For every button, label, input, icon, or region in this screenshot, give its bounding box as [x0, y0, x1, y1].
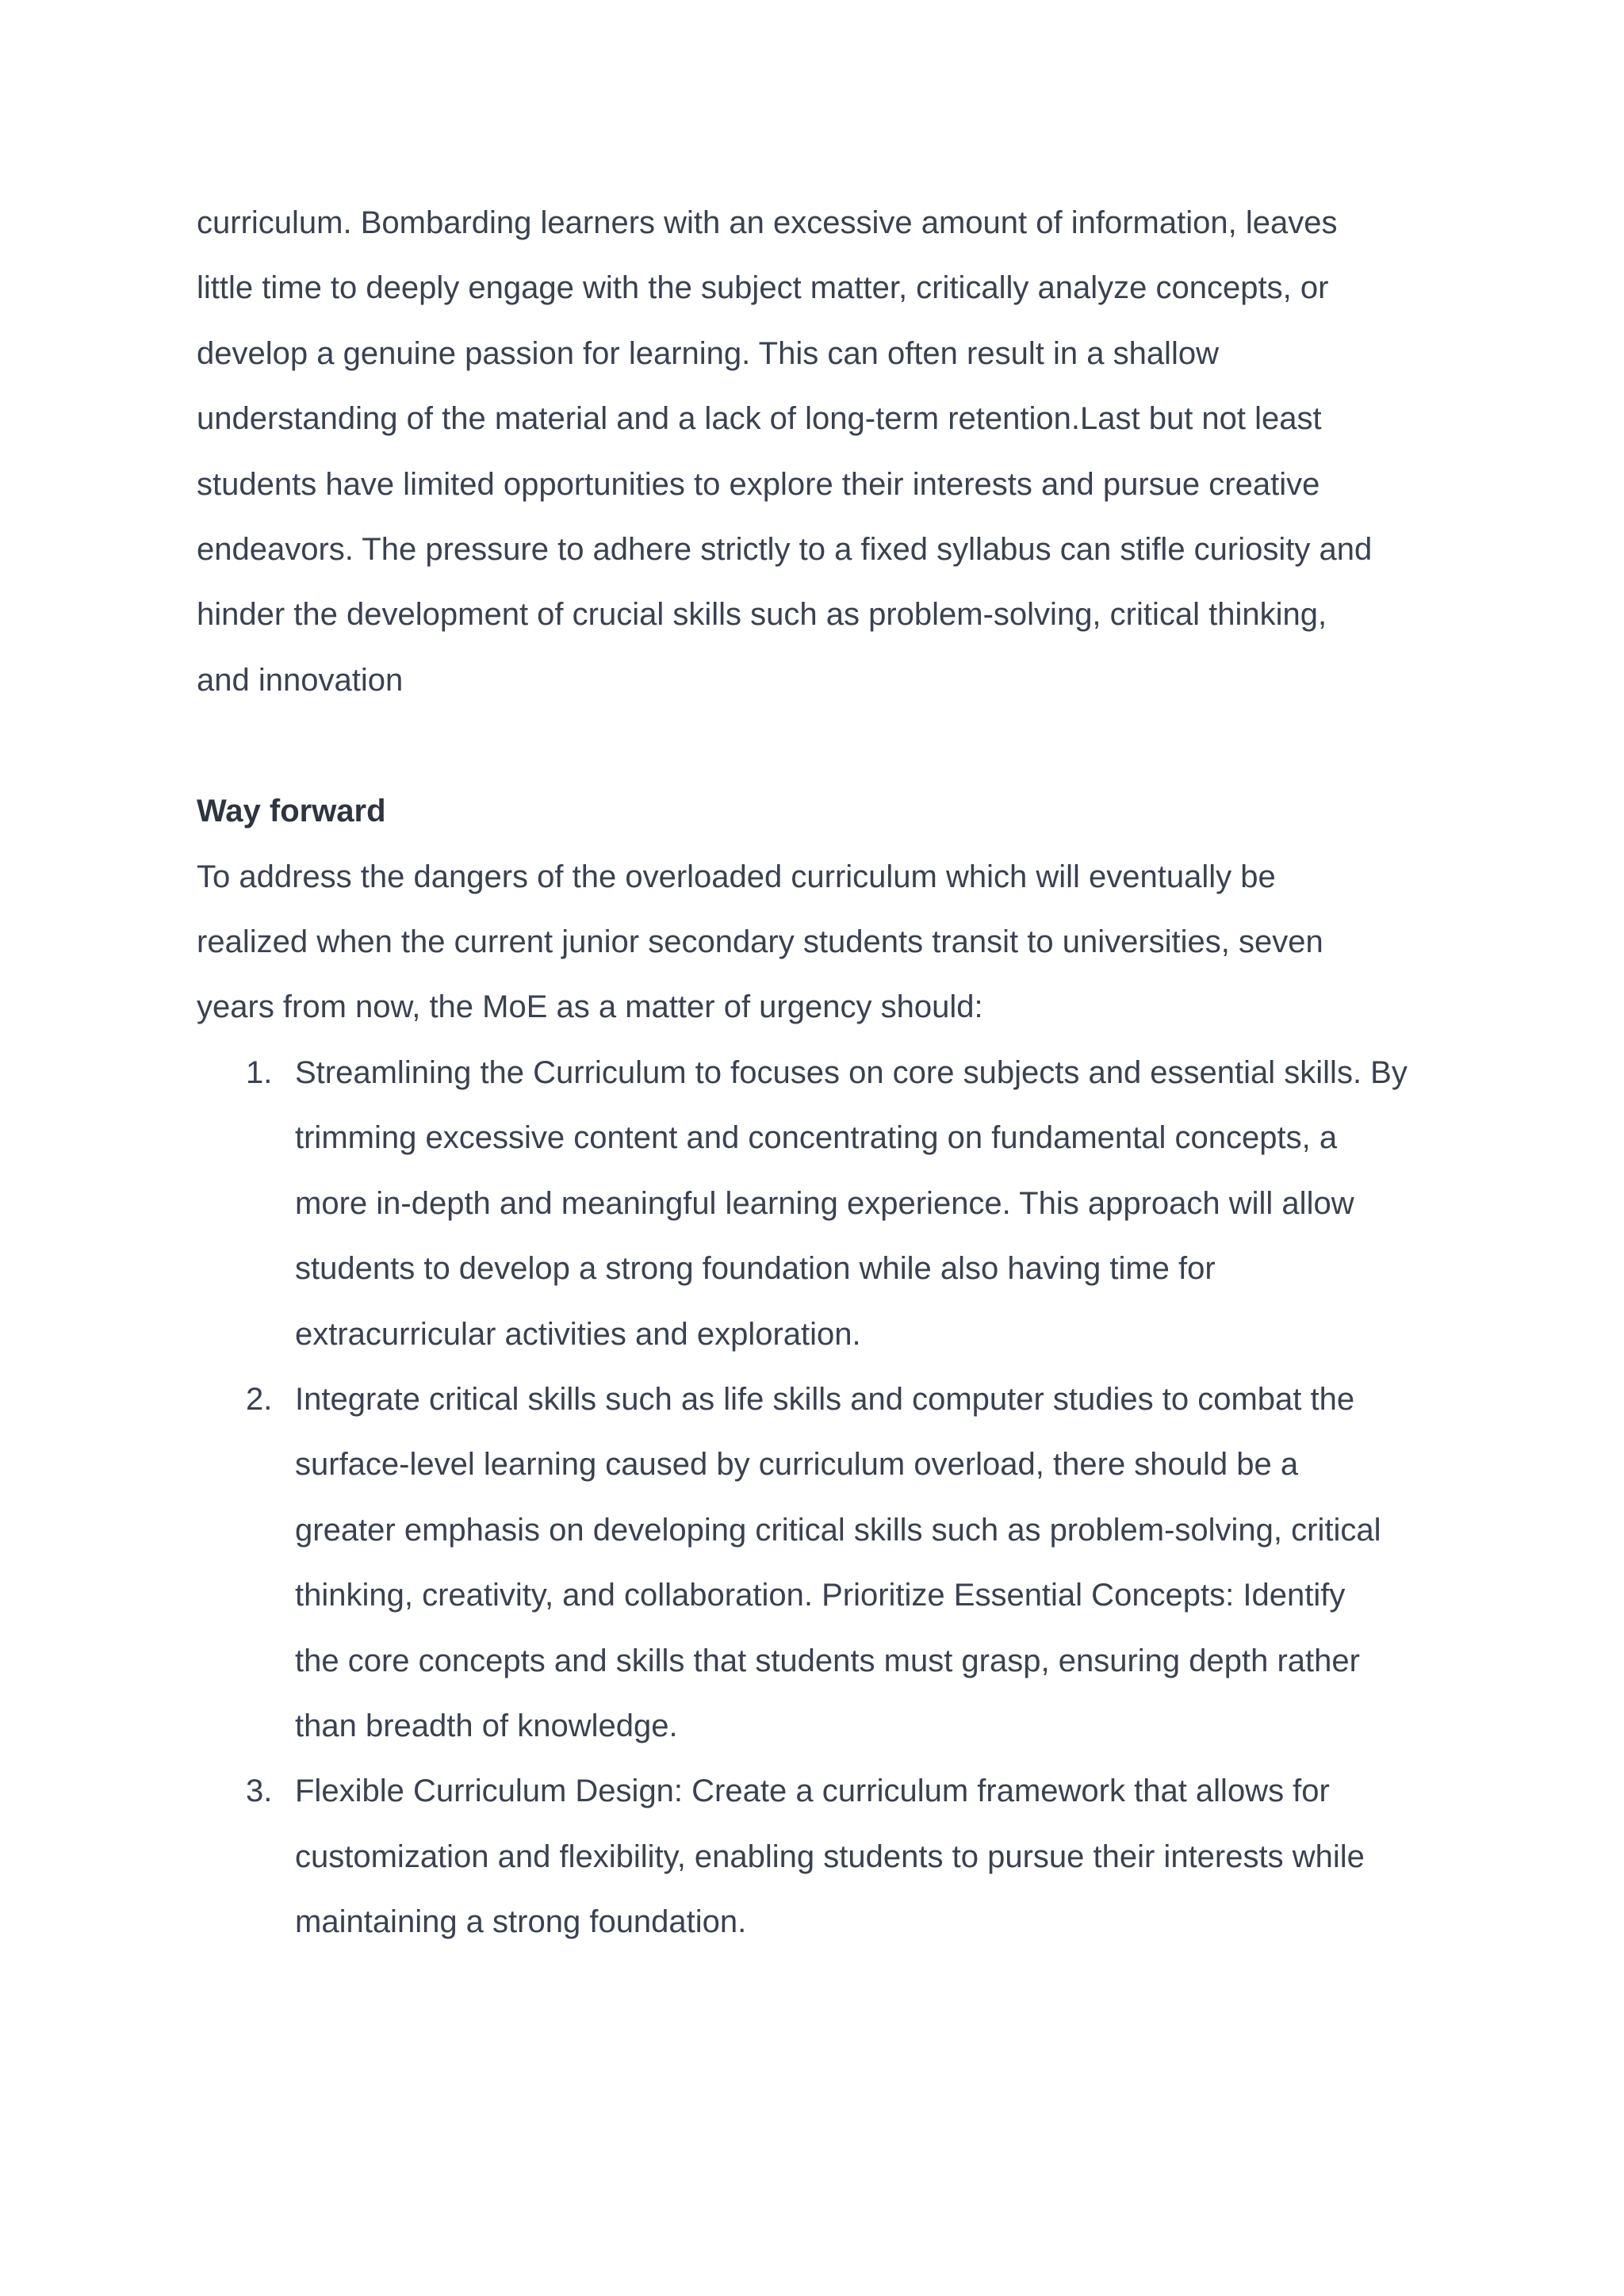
text-line: Streamlining the Curriculum to focuses on core subjects and essential skills. By — [295, 1054, 1408, 1090]
text-line: trimming excessive content and concentrating on fundamental concepts, a — [295, 1120, 1338, 1156]
text-line: curriculum. Bombarding learners with an excessive amount of information, leaves — [197, 205, 1338, 240]
text-line: than breadth of knowledge. — [295, 1708, 678, 1743]
section-heading: Way forward — [197, 794, 386, 829]
text-line: maintaining a strong foundation. — [295, 1904, 747, 1940]
text-line: more in-depth and meaningful learning experience. This approach will allow — [295, 1185, 1354, 1221]
text-line: Integrate critical skills such as life skills and computer studies to combat the — [295, 1381, 1355, 1417]
intro-paragraph — [197, 190, 1434, 713]
text-line: students to develop a strong foundation while also having time for — [295, 1251, 1216, 1287]
list-number: 1. — [246, 1054, 273, 1090]
text-line: years from now, the MoE as a matter of urgency should: — [197, 989, 983, 1025]
text-line: and innovation — [197, 662, 404, 698]
text-line: To address the dangers of the overloaded curriculum which will eventually be — [197, 859, 1276, 894]
text-line: extracurricular activities and exploration. — [295, 1316, 861, 1352]
text-line: hinder the development of crucial skills such as problem-solving, critical thinking, — [197, 597, 1327, 633]
text-line: thinking, creativity, and collaboration. Prioritize Essential Concepts: Identify — [295, 1578, 1346, 1613]
text-line: surface-level learning caused by curriculum overload, there should be a — [295, 1447, 1299, 1483]
text-line: students have limited opportunities to explore their interests and pursue creative — [197, 466, 1320, 502]
list-number: 2. — [246, 1381, 273, 1417]
text-line: the core concepts and skills that students must grasp, ensuring depth rather — [295, 1643, 1360, 1678]
text-line: develop a genuine passion for learning. This can often result in a shallow — [197, 335, 1219, 371]
list-item — [197, 1367, 1434, 1758]
list-item — [197, 1758, 1434, 1954]
list-item — [197, 1040, 1434, 1367]
text-line: endeavors. The pressure to adhere strictly to a fixed syllabus can stifle curiosity and — [197, 532, 1373, 568]
text-line: realized when the current junior secondary students transit to universities, seven — [197, 924, 1323, 960]
list-number: 3. — [246, 1774, 273, 1809]
document-body — [197, 190, 1434, 1955]
lead-paragraph — [197, 844, 1434, 1040]
text-line: little time to deeply engage with the subject matter, critically analyze concepts, or — [197, 270, 1329, 306]
text-line: understanding of the material and a lack of long-term retention.Last but not least — [197, 401, 1322, 437]
text-line: customization and flexibility, enabling students to pursue their interests while — [295, 1839, 1365, 1874]
text-line: Flexible Curriculum Design: Create a curriculum framework that allows for — [295, 1774, 1330, 1809]
text-line: greater emphasis on developing critical skills such as problem-solving, critical — [295, 1512, 1381, 1548]
recommendations-list — [197, 1040, 1434, 1955]
